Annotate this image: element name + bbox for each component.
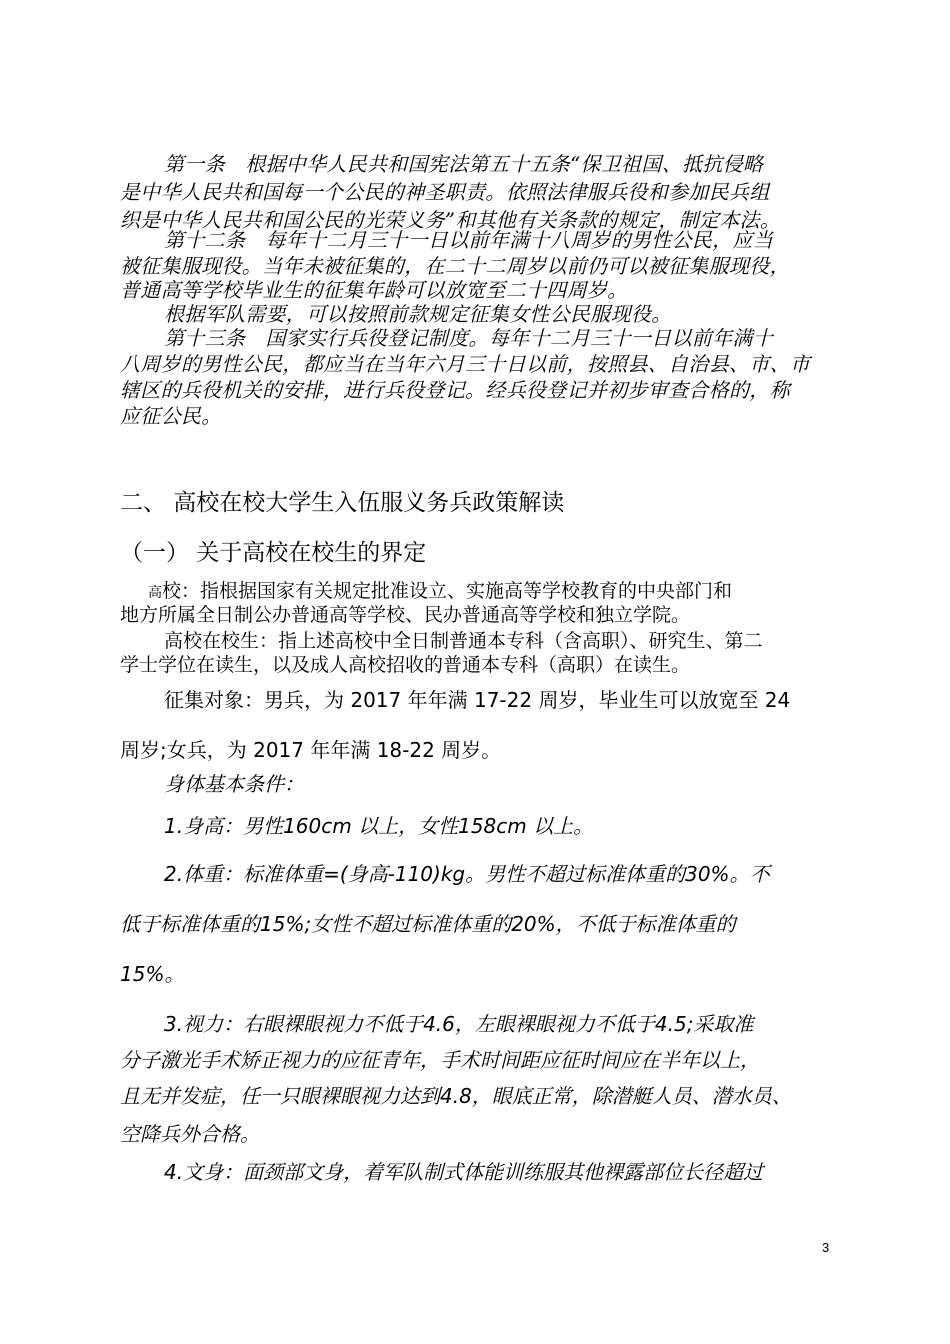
- definition-gaoxiao-small-char: 高: [148, 585, 162, 601]
- condition-weight-line3: 15%。: [120, 962, 185, 986]
- target-line2: 周岁;女兵，为 2017 年年满 18-22 周岁。: [120, 738, 502, 762]
- definition-zaixiao-line2: 学士学位在读生，以及成人高校招收的普通本专科（高职）在读生。: [120, 654, 691, 676]
- condition-vision-line3: 且无并发症，任一只眼裸眼视力达到4.8，眼底正常，除潜艇人员、潜水员、: [120, 1084, 792, 1108]
- law-line: 普通高等学校毕业生的征集年龄可以放宽至二十四周岁。: [120, 278, 628, 302]
- law-line: 织是中华人民共和国公民的光荣义务”和其他有关条款的规定，制定本法。: [120, 208, 781, 232]
- law-line: 第十二条 每年十二月三十一日以前年满十八周岁的男性公民，应当: [164, 228, 773, 252]
- law-line: 第一条 根据中华人民共和国宪法第五十五条“保卫祖国、抵抗侵略: [164, 152, 764, 176]
- condition-weight-line1: 2.体重：标准体重=(身高-110)kg。男性不超过标准体重的30%。不: [164, 862, 770, 886]
- condition-vision-line2: 分子激光手术矫正视力的应征青年，手术时间距应征时间应在半年以上，: [120, 1048, 760, 1072]
- target-line1: 征集对象：男兵，为 2017 年年满 17-22 周岁，毕业生可以放宽至 24: [164, 688, 791, 712]
- law-line: 是中华人民共和国每一个公民的神圣职责。依照法律服兵役和参加民兵组: [120, 180, 770, 204]
- definition-gaoxiao-text: 校：指根据国家有关规定批准设立、实施高等学校教育的中央部门和: [162, 580, 733, 602]
- conditions-title: 身体基本条件：: [164, 772, 304, 796]
- condition-tattoo-line1: 4.文身：面颈部文身，着军队制式体能训练服其他裸露部位长径超过: [164, 1160, 764, 1184]
- law-line: 被征集服现役。当年未被征集的，在二十二周岁以前仍可以被征集服现役，: [120, 254, 790, 278]
- law-line: 第十三条 国家实行兵役登记制度。每年十二月三十一日以前年满十: [164, 326, 773, 350]
- section-heading: 二、 高校在校大学生入伍服义务兵政策解读: [120, 490, 565, 516]
- subsection-heading: （一） 关于高校在校生的界定: [120, 540, 427, 566]
- condition-weight-line2: 低于标准体重的15%;女性不超过标准体重的20%，不低于标准体重的: [120, 912, 736, 936]
- law-line: 应征公民。: [120, 404, 222, 428]
- page-number: 3: [822, 1240, 830, 1255]
- condition-vision-line1: 3.视力：右眼裸眼视力不低于4.6，左眼裸眼视力不低于4.5;采取准: [164, 1012, 754, 1036]
- law-line: 八周岁的男性公民，都应当在当年六月三十日以前，按照县、自治县、市、市: [120, 352, 811, 376]
- condition-height: 1.身高：男性160cm 以上，女性158cm 以上。: [164, 814, 594, 838]
- definition-gaoxiao-line1: [148, 576, 732, 603]
- law-line: 辖区的兵役机关的安排，进行兵役登记。经兵役登记并初步审查合格的，称: [120, 378, 790, 402]
- condition-vision-line4: 空降兵外合格。: [120, 1122, 260, 1146]
- definition-zaixiao-line1: 高校在校生：指上述高校中全日制普通本专科（含高职）、研究生、第二: [164, 630, 763, 652]
- definition-gaoxiao-line2: 地方所属全日制公办普通高等学校、民办普通高等学校和独立学院。: [120, 604, 691, 626]
- law-line: 根据军队需要，可以按照前款规定征集女性公民服现役。: [164, 302, 672, 326]
